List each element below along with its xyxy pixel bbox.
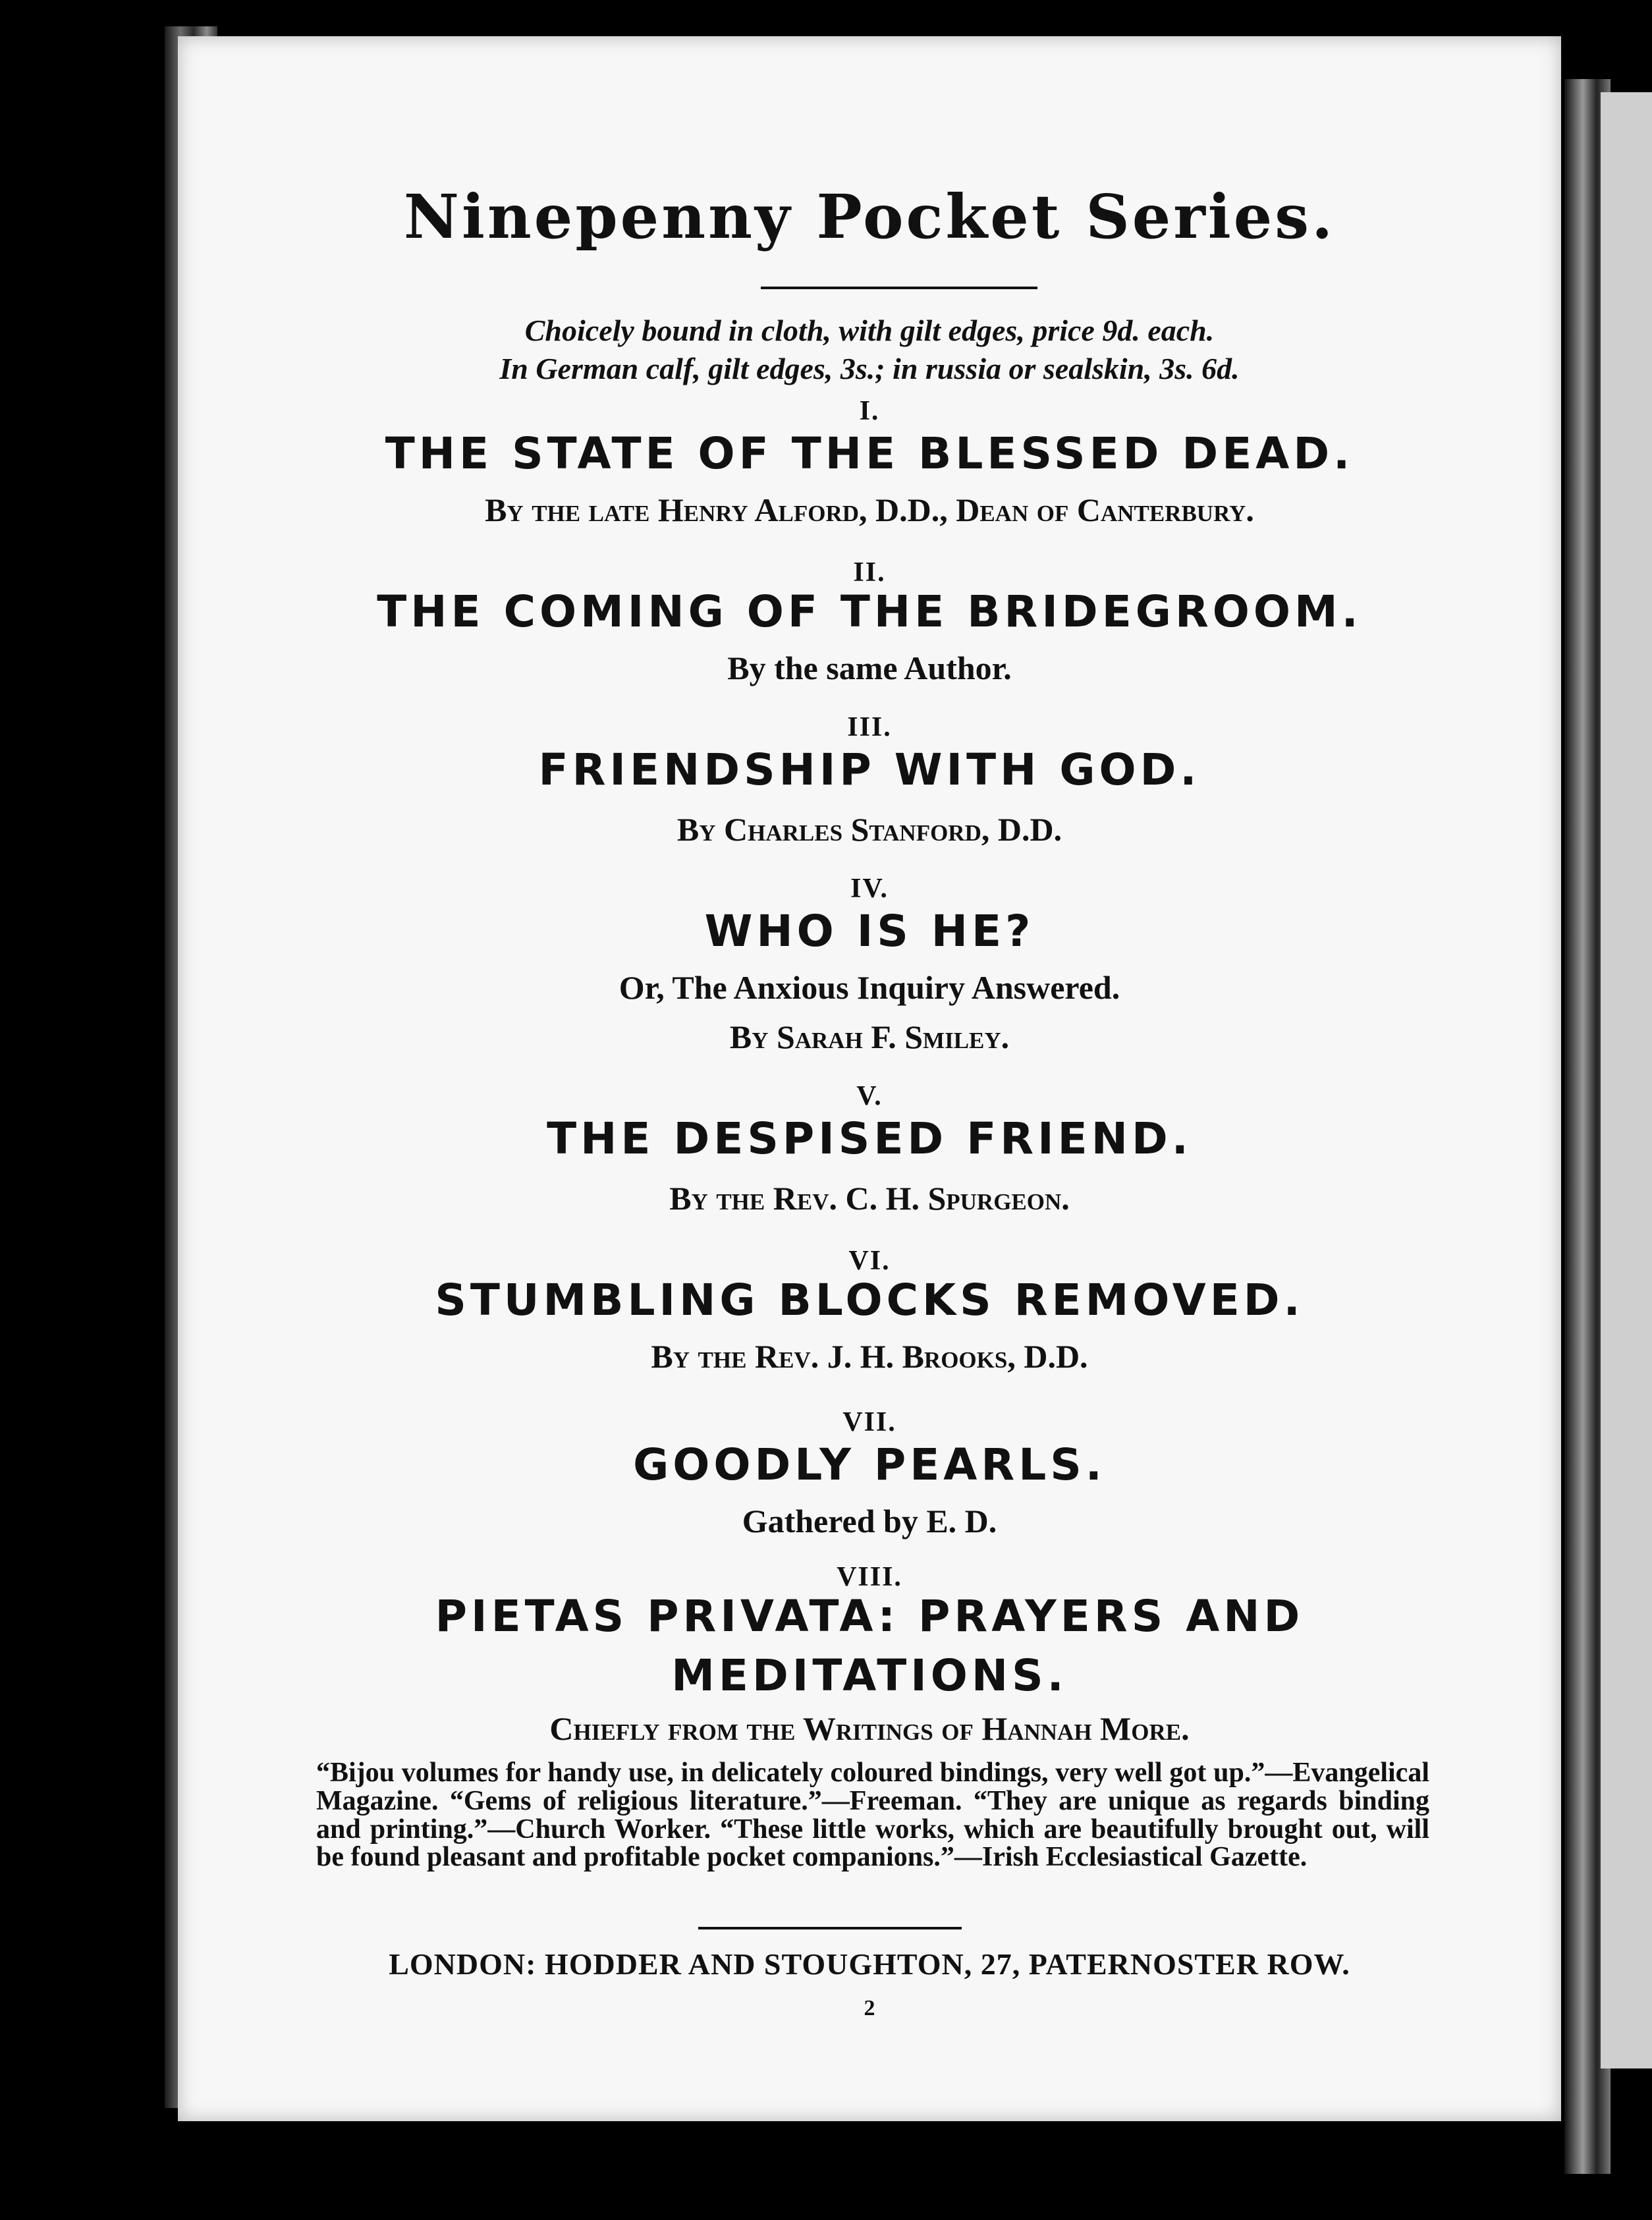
book-number: III. [847, 712, 892, 742]
book-byline: By the same Author. [727, 650, 1012, 686]
book-number: VIII. [837, 1562, 902, 1592]
binding-note-1: Choicely bound in cloth, with gilt edges, price 9d. each. [524, 314, 1215, 347]
book-byline: Chiefly from the Writings of Hannah More. [549, 1710, 1190, 1747]
book-page [178, 36, 1561, 2121]
book-number: V. [856, 1081, 883, 1111]
book-byline: By the Rev. C. H. Spurgeon. [669, 1180, 1070, 1217]
book-byline: By the Rev. J. H. Brooks, D.D. [651, 1338, 1088, 1375]
facing-page-sliver [1601, 92, 1652, 2068]
series-title: Ninepenny Pocket Series. [403, 181, 1336, 252]
book-number: II. [853, 557, 886, 588]
imprint-rule [698, 1927, 962, 1929]
book-subtitle: Or, The Anxious Inquiry Answered. [619, 969, 1120, 1006]
book-title: THE STATE OF THE BLESSED DEAD. [385, 428, 1354, 479]
publisher-imprint: LONDON: HODDER AND STOUGHTON, 27, PATERNOSTER ROW. [389, 1947, 1350, 1981]
title-rule [761, 287, 1037, 289]
page-content [178, 36, 1561, 2121]
book-title-line-2: MEDITATIONS. [671, 1650, 1068, 1701]
book-byline: Gathered by E. D. [742, 1503, 997, 1540]
book-title: THE DESPISED FRIEND. [547, 1113, 1192, 1164]
binding-note-2: In German calf, gilt edges, 3s.; in russia or sealskin, 3s. 6d. [499, 352, 1240, 385]
book-title-line-1: PIETAS PRIVATA: PRAYERS AND [435, 1591, 1304, 1642]
book-title: WHO IS HE? [704, 906, 1035, 957]
book-title: STUMBLING BLOCKS REMOVED. [435, 1275, 1304, 1325]
book-byline: By the late Henry Alford, D.D., Dean of Canterbury. [485, 491, 1254, 528]
book-byline: By Charles Stanford, D.D. [676, 811, 1062, 848]
book-number: IV. [850, 874, 889, 904]
page-number: 2 [864, 1996, 875, 2020]
book-title: THE COMING OF THE BRIDEGROOM. [377, 586, 1362, 637]
book-number: VII. [842, 1407, 896, 1437]
book-number: I. [859, 396, 880, 426]
book-title: GOODLY PEARLS. [633, 1439, 1106, 1490]
book-byline: By Sarah F. Smiley. [729, 1018, 1010, 1055]
book-number: VI. [848, 1246, 891, 1276]
book-title: FRIENDSHIP WITH GOD. [538, 744, 1201, 795]
press-reviews: “Bijou volumes for handy use, in delicately coloured bindings, very well got up.”—Evangelical Magazine. “Gems of religious literature.”—Freeman. “They are unique as regards binding and printing.”—Church Worker. “These little works, which are beautifully brought out, will be found pleasant and profitable pocket companions.”—Irish Ecclesiastical Gazette. [316, 1758, 1429, 1873]
